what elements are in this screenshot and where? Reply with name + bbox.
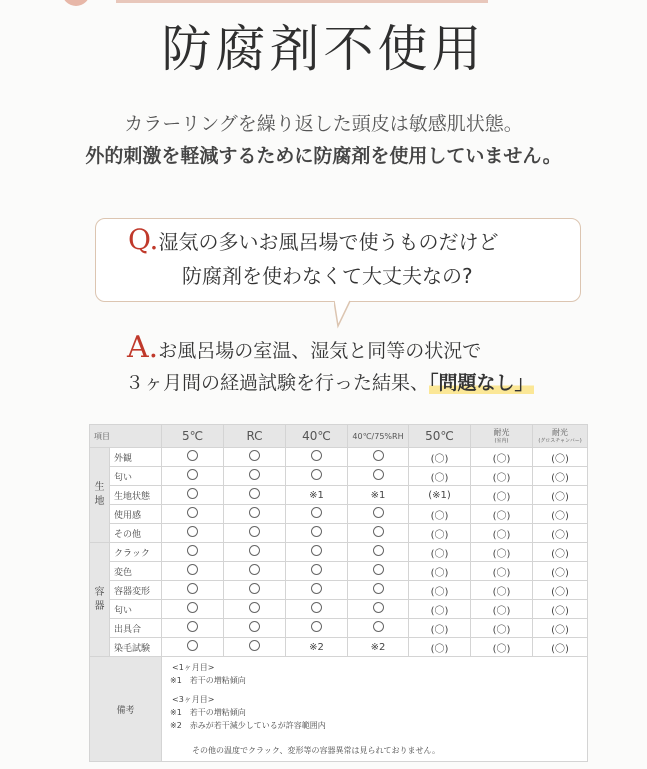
table-cell: ※2 <box>348 638 409 657</box>
notes-cell <box>162 657 588 762</box>
notes-footer: その他の温度でクラック、変形等の容器異常は見られておりません。 <box>192 746 440 755</box>
table-cell: (〇) <box>471 524 533 543</box>
circle-mark <box>162 467 224 486</box>
table-row <box>90 505 588 524</box>
table-cell: (〇) <box>409 467 471 486</box>
header-light-chamber-label: 耐光 <box>552 428 568 437</box>
circle-mark <box>224 505 286 524</box>
table-cell: (〇) <box>409 581 471 600</box>
row-label: 外観 <box>110 448 162 467</box>
header-50c: 50℃ <box>409 425 471 448</box>
page-title: 防腐剤不使用 <box>161 20 486 78</box>
row-label: 生地状態 <box>110 486 162 505</box>
header-light-indoor-label: 耐光 <box>493 428 510 437</box>
table-cell: (〇) <box>471 581 533 600</box>
row-label: クラック <box>110 543 162 562</box>
circle-mark <box>286 467 348 486</box>
circle-mark <box>224 619 286 638</box>
header-item: 項目 <box>90 425 162 448</box>
table-cell: (〇) <box>471 600 533 619</box>
table-header-row <box>90 425 588 448</box>
answer-highlight: 「問題なし」 <box>429 372 534 394</box>
header-light-indoor <box>471 425 533 448</box>
circle-mark <box>162 619 224 638</box>
row-label: その他 <box>110 524 162 543</box>
header-light-chamber <box>533 425 588 448</box>
table-cell: (〇) <box>409 638 471 657</box>
circle-mark <box>286 448 348 467</box>
notes-label: 備考 <box>90 657 162 762</box>
circle-mark <box>162 543 224 562</box>
circle-mark <box>286 562 348 581</box>
table-row <box>90 581 588 600</box>
circle-mark <box>224 600 286 619</box>
row-label: 匂い <box>110 467 162 486</box>
circle-mark <box>286 505 348 524</box>
table-row <box>90 524 588 543</box>
answer-text-1: お風呂場の室温、湿気と同等の状況で <box>158 340 482 362</box>
table-row <box>90 638 588 657</box>
lead-line-2: 外的刺激を軽減するために防腐剤を使用していません。 <box>85 145 562 167</box>
table-cell: (〇) <box>533 581 588 600</box>
header-5c: 5℃ <box>162 425 224 448</box>
group-label-fabric: 生地 <box>90 448 110 543</box>
table-cell: (〇) <box>471 448 533 467</box>
answer-mark: A. <box>127 330 159 365</box>
stability-test-table <box>89 424 588 762</box>
circle-mark <box>162 448 224 467</box>
table-cell: (※1) <box>409 486 471 505</box>
header-light-chamber-sub: (グロスチャンバー) <box>538 438 582 444</box>
circle-mark <box>286 600 348 619</box>
circle-mark <box>162 505 224 524</box>
table-cell: (〇) <box>533 524 588 543</box>
table-cell: (〇) <box>471 638 533 657</box>
table-cell: (〇) <box>409 524 471 543</box>
circle-mark <box>348 581 409 600</box>
decorative-line <box>116 0 488 3</box>
table-cell: (〇) <box>409 543 471 562</box>
table-cell: (〇) <box>409 448 471 467</box>
answer-line-1 <box>127 330 482 365</box>
circle-mark <box>224 467 286 486</box>
circle-mark <box>162 600 224 619</box>
table-cell: (〇) <box>533 562 588 581</box>
table-cell: ※1 <box>286 486 348 505</box>
header-light-indoor-sub: (室内) <box>494 438 509 444</box>
table-row <box>90 619 588 638</box>
table-row <box>90 467 588 486</box>
row-label: 出具合 <box>110 619 162 638</box>
question-line-2: 防腐剤を使わなくて大丈夫なの? <box>182 264 473 288</box>
table-cell: (〇) <box>409 505 471 524</box>
circle-mark <box>286 619 348 638</box>
row-label: 変色 <box>110 562 162 581</box>
circle-mark <box>162 486 224 505</box>
circle-mark <box>348 619 409 638</box>
row-label: 使用感 <box>110 505 162 524</box>
table-cell: (〇) <box>471 486 533 505</box>
table-cell: (〇) <box>409 562 471 581</box>
circle-mark <box>348 505 409 524</box>
row-label: 匂い <box>110 600 162 619</box>
row-label: 容器変形 <box>110 581 162 600</box>
table-cell: (〇) <box>471 543 533 562</box>
table-cell: (〇) <box>409 619 471 638</box>
circle-mark <box>286 524 348 543</box>
table-row <box>90 600 588 619</box>
question-text-1: 湿気の多いお風呂場で使うものだけど <box>158 230 499 254</box>
table-cell: (〇) <box>533 467 588 486</box>
table-cell: (〇) <box>533 505 588 524</box>
circle-mark <box>348 467 409 486</box>
table-row <box>90 562 588 581</box>
table-cell: (〇) <box>471 562 533 581</box>
circle-mark <box>348 448 409 467</box>
top-decoration <box>0 0 647 6</box>
circle-mark <box>348 524 409 543</box>
table-cell: ※1 <box>348 486 409 505</box>
table-cell: (〇) <box>533 619 588 638</box>
table-row <box>90 543 588 562</box>
header-rc: RC <box>224 425 286 448</box>
circle-mark <box>224 524 286 543</box>
circle-mark <box>348 600 409 619</box>
lead-line-1: カラーリングを繰り返した頭皮は敏感肌状態。 <box>124 113 523 135</box>
question-mark: Q. <box>128 223 159 256</box>
notes-row <box>90 657 588 762</box>
notes-month1-heading: <1ヶ月目> <box>172 663 215 672</box>
group-label-container: 容器 <box>90 543 110 657</box>
table-cell: (〇) <box>471 467 533 486</box>
notes-month1-note1: ※1 若干の増粘傾向 <box>170 676 246 685</box>
header-40c: 40℃ <box>286 425 348 448</box>
table-cell: (〇) <box>409 600 471 619</box>
answer-line-2 <box>125 370 534 396</box>
circle-mark <box>162 581 224 600</box>
header-40c-75rh: 40℃/75%RH <box>348 425 409 448</box>
table-cell: (〇) <box>533 600 588 619</box>
circle-mark <box>286 581 348 600</box>
circle-mark <box>162 638 224 657</box>
circle-mark <box>348 543 409 562</box>
question-line-1 <box>128 223 499 256</box>
table-cell: (〇) <box>471 619 533 638</box>
notes-month3-heading: <3ヶ月目> <box>172 695 215 704</box>
notes-month3-note1: ※1 若干の増粘傾向 <box>170 708 246 717</box>
row-label: 染毛試験 <box>110 638 162 657</box>
table-row <box>90 486 588 505</box>
table-cell: (〇) <box>533 448 588 467</box>
circle-mark <box>224 543 286 562</box>
circle-mark <box>224 581 286 600</box>
circle-mark <box>224 562 286 581</box>
table-row <box>90 448 588 467</box>
circle-mark <box>286 543 348 562</box>
table-cell: (〇) <box>471 505 533 524</box>
circle-mark <box>162 524 224 543</box>
table-cell: (〇) <box>533 543 588 562</box>
table-cell: (〇) <box>533 638 588 657</box>
decorative-circle <box>62 0 90 6</box>
notes-month3-note2: ※2 赤みが若干減少しているが許容範囲内 <box>170 721 326 730</box>
circle-mark <box>224 638 286 657</box>
circle-mark <box>348 562 409 581</box>
circle-mark <box>162 562 224 581</box>
answer-text-2: ３ヶ月間の経過試験を行った結果、 <box>125 372 430 394</box>
circle-mark <box>224 486 286 505</box>
circle-mark <box>224 448 286 467</box>
table-cell: (〇) <box>533 486 588 505</box>
table-cell: ※2 <box>286 638 348 657</box>
